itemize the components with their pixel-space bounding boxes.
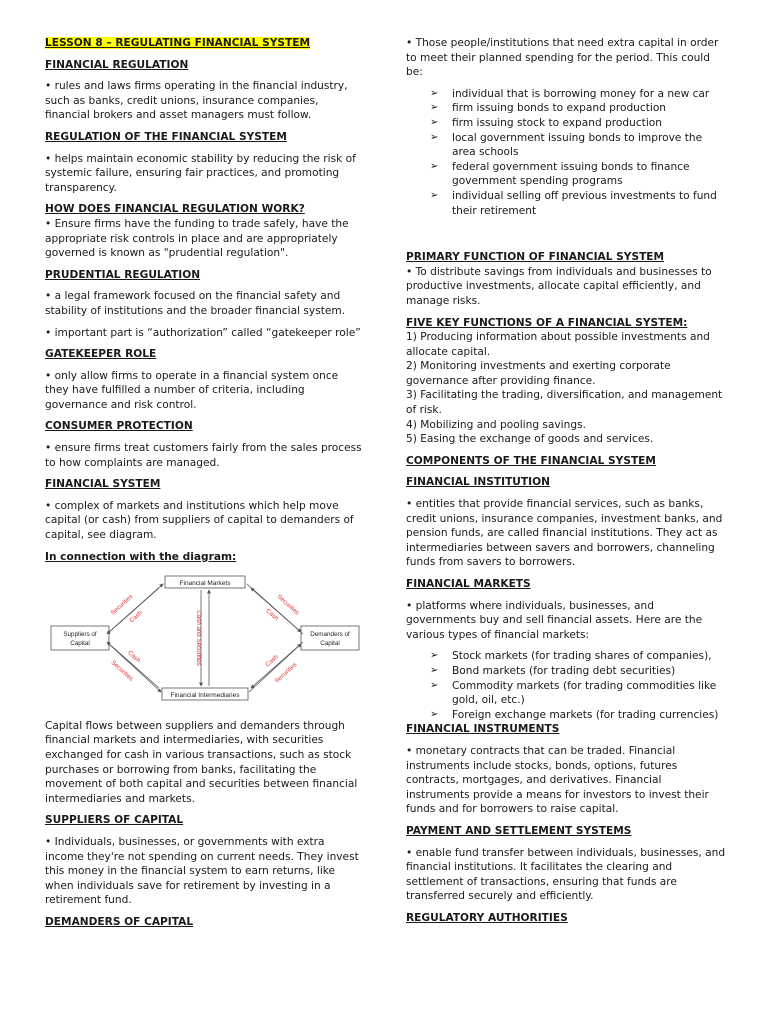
text-financial-regulation: • rules and laws firms operating in the financial industry, such as banks, credit unions, insurance companies, financial brokers and asset managers must follow. (45, 80, 348, 122)
left-column (45, 36, 365, 930)
heading-prudential-regulation: PRUDENTIAL REGULATION (45, 268, 201, 281)
heading-financial-instruments: FINANCIAL INSTRUMENTS (406, 723, 560, 736)
demanders-list (406, 87, 726, 218)
svg-text:Financial Intermediaries: Financial Intermediaries (170, 692, 240, 700)
list-item: ➢ individual selling off previous investments to fund their retirement (430, 189, 717, 217)
arrow-bullet-icon: ➢ (430, 679, 439, 691)
box-financial-intermediaries (162, 688, 248, 700)
svg-text:Capital: Capital (70, 640, 90, 648)
list-item: ➢ Stock markets (for trading shares of companies), (430, 650, 712, 663)
arrow-bullet-icon: ➢ (430, 708, 439, 720)
svg-text:Capital: Capital (320, 640, 340, 648)
label-cash-top-right: Cash (264, 607, 280, 623)
label-securities-top-right: Securities (275, 593, 301, 617)
label-cash-and-securities: Cash and Securities (195, 610, 202, 666)
text-how-regulation-works: • Ensure firms have the funding to trade safely, have the appropriate risk controls in place and are appropriately governed is known as "prudential regulation". (45, 217, 349, 260)
arrow-bullet-icon: ➢ (430, 160, 439, 172)
list-item: ➢ individual that is borrowing money for a new car (430, 87, 710, 100)
markets-list (406, 649, 726, 722)
list-item: 3) Facilitating the trading, diversification, and management of risk. (406, 389, 723, 417)
list-item: 5) Easing the exchange of goods and services. (406, 433, 654, 446)
list-item: ➢ firm issuing stock to expand production (430, 116, 662, 129)
heading-how-regulation-works: HOW DOES FINANCIAL REGULATION WORK? (45, 203, 305, 216)
diagram-connectors (107, 584, 303, 692)
text-financial-institution: • entities that provide financial services, such as banks, credit unions, insurance companies, investment banks, and pension funds, are called financial institutions. They act as intermediaries between savers and borrowers, channeling funds from savers to borrowers. (406, 498, 723, 569)
svg-text:Suppliers of: Suppliers of (63, 631, 97, 639)
text-financial-instruments: • monetary contracts that can be traded. Financial instruments include stocks, bonds, options, futures contracts, mortgages, and derivatives. Financial instruments provide a means for investors to invest their funds and for borrowers to raise capital. (406, 744, 709, 816)
arrow-bullet-icon: ➢ (430, 664, 439, 676)
list-item: 2) Monitoring investments and exerting corporate governance after providing finance. (406, 360, 671, 387)
text-gatekeeper-role: • only allow firms to operate in a financial system once they have fulfilled a number of criteria, including governance and risk control. (45, 369, 339, 411)
box-demanders-of-capital (301, 626, 359, 650)
list-item: 1) Producing information about possible investments and allocate capital. (406, 331, 710, 358)
text-primary-function: • To distribute savings from individuals and businesses to productive investments, allocate capital efficiently, and manage risks. (406, 265, 712, 307)
label-securities-bottom-right: Securities (273, 661, 299, 685)
heading-demanders-of-capital: DEMANDERS OF CAPITAL (45, 915, 194, 928)
svg-text:Demanders of: Demanders of (310, 631, 350, 639)
text-financial-markets: • platforms where individuals, businesses, and governments buy and sell financial assets. Here are the various types of financial markets: (406, 599, 703, 641)
five-functions-list (406, 330, 726, 447)
list-item: ➢ federal government issuing bonds to finance government spending programs (430, 160, 690, 188)
label-securities-top-left: Securities (109, 593, 135, 617)
heading-financial-markets: FINANCIAL MARKETS (406, 578, 531, 590)
financial-system-diagram (47, 574, 363, 704)
right-column (406, 36, 726, 925)
list-item: ➢ Commodity markets (for trading commodities like gold, oil, etc.) (430, 679, 717, 707)
label-securities-bottom-left: Securities (109, 659, 135, 683)
text-regulation-of-financial-system: • helps maintain economic stability by reducing the risk of systemic failure, ensuring fair practices, and promoting transparency. (45, 152, 356, 194)
heading-consumer-protection: CONSUMER PROTECTION (45, 420, 193, 433)
heading-diagram-connection: In connection with the diagram: (45, 550, 237, 563)
text-consumer-protection: • ensure firms treat customers fairly from the sales process to how complaints are managed. (45, 442, 362, 469)
text-suppliers-of-capital: • Individuals, businesses, or governments with extra income they're not spending on current needs. They invest this money in the financial system to earn returns, like when individuals save for retirement by investing in a retirement fund. (45, 835, 359, 907)
heading-financial-regulation: FINANCIAL REGULATION (45, 58, 189, 71)
text-financial-system: • complex of markets and institutions which help move capital (or cash) from suppliers of capital to demanders of capital, see diagram. (45, 499, 354, 542)
arrow-bullet-icon: ➢ (430, 189, 439, 201)
list-item: ➢ Bond markets (for trading debt securities) (430, 664, 676, 677)
heading-gatekeeper-role: GATEKEEPER ROLE (45, 348, 157, 361)
list-item: 4) Mobilizing and pooling savings. (406, 418, 586, 431)
list-item: ➢ firm issuing bonds to expand production (430, 102, 667, 115)
box-financial-markets (165, 576, 245, 588)
arrow-bullet-icon: ➢ (430, 116, 439, 128)
label-cash-bottom-left: Cash (126, 649, 142, 665)
lesson-title: LESSON 8 – REGULATING FINANCIAL SYSTEM (45, 37, 311, 49)
heading-financial-system: FINANCIAL SYSTEM (45, 478, 161, 491)
heading-suppliers-of-capital: SUPPLIERS OF CAPITAL (45, 814, 184, 827)
label-cash-bottom-right: Cash (264, 653, 280, 669)
heading-primary-function: PRIMARY FUNCTION OF FINANCIAL SYSTEM (406, 251, 665, 264)
heading-five-key-functions: FIVE KEY FUNCTIONS OF A FINANCIAL SYSTEM: (406, 316, 688, 329)
heading-financial-institution: FINANCIAL INSTITUTION (406, 476, 550, 489)
heading-regulation-of-financial-system: REGULATION OF THE FINANCIAL SYSTEM (45, 130, 287, 143)
arrow-bullet-icon: ➢ (430, 102, 439, 114)
text-prudential-regulation-2: • important part is “authorization” called “gatekeeper role” (45, 326, 361, 339)
text-payment-settlement: • enable fund transfer between individuals, businesses, and financial institutions. It facilitates the clearing and settlement of transactions, ensuring that funds are transferred securely and efficiently. (406, 846, 726, 903)
list-item: ➢ local government issuing bonds to improve the area schools (430, 131, 703, 159)
text-diagram-explanation: Capital flows between suppliers and demanders through financial markets and intermediaries, with securities exchanged for cash in various transactions, such as stock purchases or borrowing from banks, facilitating the movement of both capital and securities between financial intermediaries and markets. (45, 719, 358, 805)
label-cash-top-left: Cash (128, 609, 144, 625)
heading-payment-settlement: PAYMENT AND SETTLEMENT SYSTEMS (406, 824, 632, 837)
arrow-bullet-icon: ➢ (430, 131, 439, 143)
box-suppliers-of-capital (51, 626, 109, 650)
text-demanders-of-capital: • Those people/institutions that need extra capital in order to meet their planned spending for the period. This could be: (406, 37, 719, 79)
arrow-bullet-icon: ➢ (430, 650, 439, 662)
heading-components: COMPONENTS OF THE FINANCIAL SYSTEM (406, 454, 656, 467)
text-prudential-regulation-1: • a legal framework focused on the financial safety and stability of institutions and the broader financial system. (45, 290, 346, 317)
heading-regulatory-authorities: REGULATORY AUTHORITIES (406, 911, 568, 924)
arrow-bullet-icon: ➢ (430, 87, 439, 99)
list-item: ➢ Foreign exchange markets (for trading currencies) (430, 708, 719, 721)
svg-text:Financial Markets: Financial Markets (179, 580, 231, 588)
